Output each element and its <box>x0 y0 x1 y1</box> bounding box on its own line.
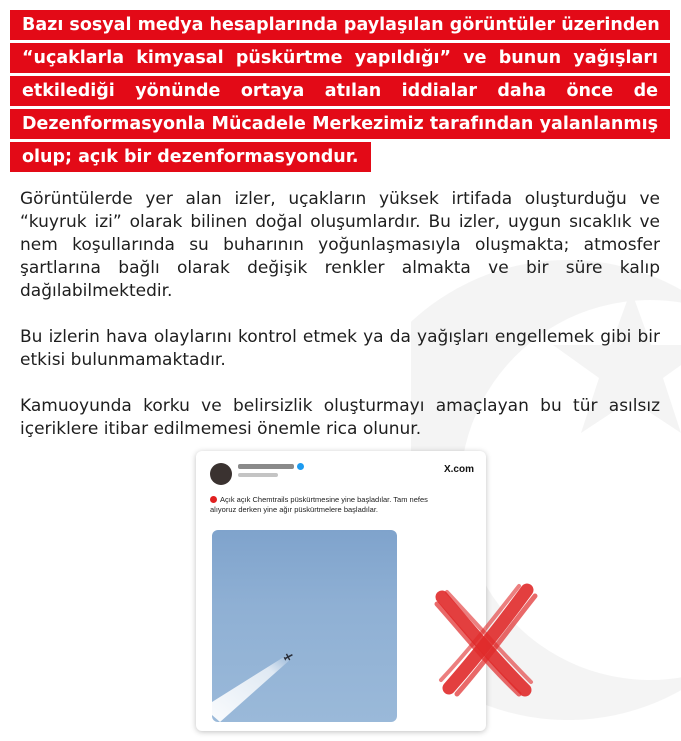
tweet-text-line: alıyoruz derken yine ağır püskürtmelere başladılar. <box>210 505 379 514</box>
tweet-author-name-blurred <box>238 464 294 469</box>
paragraph-line: “kuyruk izi” olarak bilinen doğal oluşumlardır. Bu izler, uygun sıcaklık ve <box>20 212 660 232</box>
paragraph-request <box>20 395 660 441</box>
headline-line: olup; açık bir dezenformasyondur. <box>10 142 371 172</box>
headline-line: Dezenformasyonla Mücadele Merkezimiz tarafından yalanlanmış <box>10 109 670 139</box>
paragraph-line: dağılabilmektedir. <box>20 281 173 301</box>
tweet-text-line: Açık açık Chemtrails püskürtmesine yine başladılar. Tam nefes <box>220 495 428 504</box>
headline-line: Bazı sosyal medya hesaplarında paylaşılan görüntüler üzerinden <box>10 10 670 40</box>
verified-badge-icon <box>297 463 304 470</box>
paragraph-line: Görüntülerde yer alan izler, uçakların yüksek irtifada oluşturduğu ve <box>20 189 660 209</box>
paragraph-line: içeriklere itibar edilmemesi önemle rica olunur. <box>20 419 422 439</box>
tweet-text <box>210 495 472 515</box>
headline-block <box>10 10 670 175</box>
avatar <box>210 463 232 485</box>
red-circle-icon <box>210 496 217 503</box>
paragraph-line: Bu izlerin hava olaylarını kontrol etmek ya da yağışları engellemek gibi bir <box>20 327 660 347</box>
paragraph-line: şartlarına bağlı olarak değişik renkler almakta ve bir süre kalıp <box>20 258 660 278</box>
paragraph-line: Kamuoyunda korku ve belirsizlik oluşturmayı amaçlayan bu tür asılsız <box>20 396 660 416</box>
tweet-author-handle-blurred <box>238 473 278 477</box>
headline-line: “uçaklarla kimyasal püskürtme yapıldığı” ve bunun yağışları <box>10 43 670 73</box>
paragraph-line: nem koşullarında su buharının yoğunlaşmasıyla oluşmakta; atmosfer <box>20 235 660 255</box>
paragraph-line: etkisi bulunmamaktadır. <box>20 350 226 370</box>
paragraph-contrails <box>20 188 660 303</box>
headline-line: etkilediği yönünde ortaya atılan iddialar daha önce de <box>10 76 670 106</box>
contrail-graphic <box>212 530 397 722</box>
paragraph-no-effect <box>20 326 660 372</box>
red-x-icon <box>427 582 542 697</box>
source-label: X.com <box>443 464 474 475</box>
tweet-photo-sky <box>212 530 397 722</box>
